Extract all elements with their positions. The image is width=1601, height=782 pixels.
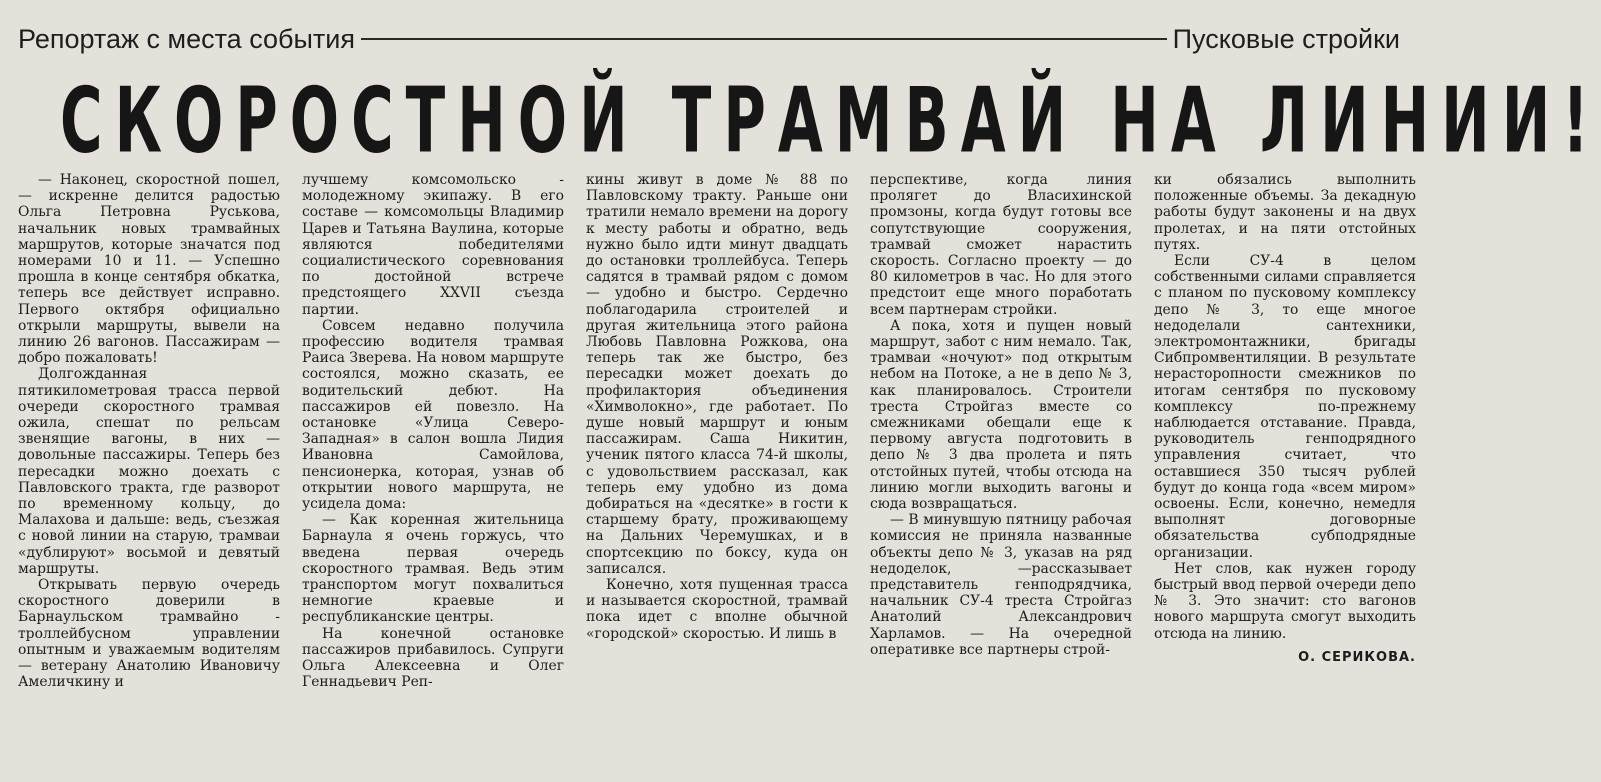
column-2 [302,172,564,757]
rubric-left: Репортаж с места события [18,23,355,54]
paragraph: кины живут в доме № 88 по Павловскому тракту. Раньше они тратили немало времени на дорогу к месту работы и обратно, ведь нужно было идти минут двадцать до остановки троллейбуса. Теперь садятся в трамвай рядом с домом — удобно и быстро. Сердечно поблагодарила строителей и другая жительница этого района Любовь Павловна Рожкова, она теперь так же быстро, без пересадки может доехать до профилактория объединения «Химволокно», где работает. По душе новый маршрут и юным пассажирам. Саша Никитин, ученик пятого класса 74-й школы, с удовольствием рассказал, как теперь ему удобно из дома добираться на «десятке» в гости к старшему брату, проживающему на Дальних Черемушках, и в спортсекцию по боксу, куда он записался. [586,172,848,577]
paragraph: ки обязались выполнить положенные объемы. За декадную работы будут законены и на двух пролетах, и на пяти отстойных путях. [1154,172,1416,253]
headline: СКОРОСТНОЙ ТРАМВАЙ НА ЛИНИИ! [60,68,1601,174]
paragraph: — В минувшую пятницу рабочая комиссия не приняла названные объекты депо № 3, указав на ряд недоделок, —рассказывает представитель генподрядчика, начальник СУ-4 треста Стройгаз Анатолий Александрович Харламов. — На очередной оперативке все партнеры строй- [870,512,1132,658]
header-rule [361,38,1167,40]
paragraph: На конечной остановке пассажиров прибавилось. Супруги Ольга Алексеевна и Олег Геннадьевич Реп- [302,625,564,691]
paragraph: А пока, хотя и пущен новый маршрут, забот с ним немало. Так, трамваи «ночуют» под открытым небом на Потоке, а не в депо № 3, как планировалось. Строители треста Стройгаз вместе со смежниками обещали еще к первому августа подготовить в депо № 3 два пролета и пять отстойных путей, чтобы отсюда на линию могли выходить вагоны и сюда возвращаться. [870,317,1132,513]
paragraph: лучшему комсомольско - молодежному экипажу. В его составе — комсомольцы Владимир Царев и Татьяна Ваулина, которые являются победителями социалистического соревнования по достойной встрече предстоящего XXVII съезда партии. [302,172,564,318]
paragraph: Совсем недавно получила профессию водителя трамвая Раиса Зверева. На новом маршруте состоялся, можно сказать, ее водительский дебют. На пассажиров ей повезло. На остановке «Улица Северо-Западная» в салон вошла Лидия Ивановна Самойлова, пенсионерка, которая, узнав об открытии нового маршрута, не усидела дома: [302,317,564,513]
paragraph: — Наконец, скоростной пошел, — искренне делится радостью Ольга Петровна Руськова, начальник новых трамвайных маршрутов, которые значатся под номерами 10 и 11. — Успешно прошла в конце сентября обкатка, теперь все действует исправно. Первого октября официально открыли маршруты, вывели на линию 26 вагонов. Пассажирам — добро пожаловать! [18,172,280,367]
author-signature: О. СЕРИКОВА. [1298,649,1416,665]
column-4 [870,172,1132,757]
paragraph: Нет слов, как нужен городу быстрый ввод первой очереди депо № 3. Это значит: сто вагонов нового маршрута смогут выходить отсюда на линию. [1154,560,1416,642]
paragraph: — Как коренная жительница Барнаула я очень горжусь, что введена первая очередь скоростного трамвая. Ведь этим транспортом могут похвалиться немногие краевые и республиканские центры. [302,512,564,626]
rubric-right: Пусковые стройки [1172,23,1400,54]
next-article-bleed [18,762,1418,782]
column-3 [586,172,848,757]
paragraph: Конечно, хотя пущенная трасса и называется скоростной, трамвай пока идет с вполне обычной «городской» скоростью. И лишь в [586,577,848,642]
paragraph: Открывать первую очередь скоростного доверили в Барнаульском трамвайно - троллейбусном управлении опытным и уважаемым водителям — ветерану Анатолию Ивановичу Амеличкину и [18,577,280,691]
article-body [18,172,1416,757]
column-5 [1154,172,1416,757]
paragraph: Долгожданная пятикилометровая трасса первой очереди скоростного трамвая ожила, спешат по рельсам звенящие вагоны, в них — довольные пассажиры. Теперь без пересадки можно доехать с Павловского тракта, где разворот по временному кольцу, до Малахова и дальше: ведь, съезжая с новой линии на старую, трамваи «дублируют» восьмой и девятый маршруты. [18,366,280,577]
section-header [18,22,1400,56]
column-1 [18,172,280,757]
paragraph: Если СУ-4 в целом собственными силами справляется с планом по пусковому комплексу депо № 3, то еще многое недоделали сантехники, электромонтажники, бригады Сибпромвентиляции. В результате нерасторопности смежников по итогам сентября по пусковому комплексу по-прежнему наблюдается отставание. Правда, руководитель генподрядного управления считает, что оставшиеся 350 тысяч рублей будут до конца года «всем миром» освоены. Если, конечно, немедля выполнят договорные обязательства субподрядные организации. [1154,253,1416,561]
paragraph: перспективе, когда линия пролягет до Власихинской промзоны, когда будут готовы все сопутствующие сооружения, трамвай сможет нарастить скорость. Согласно проекту — до 80 километров в час. Но для этого предстоит еще много поработать всем партнерам стройки. [870,172,1132,318]
